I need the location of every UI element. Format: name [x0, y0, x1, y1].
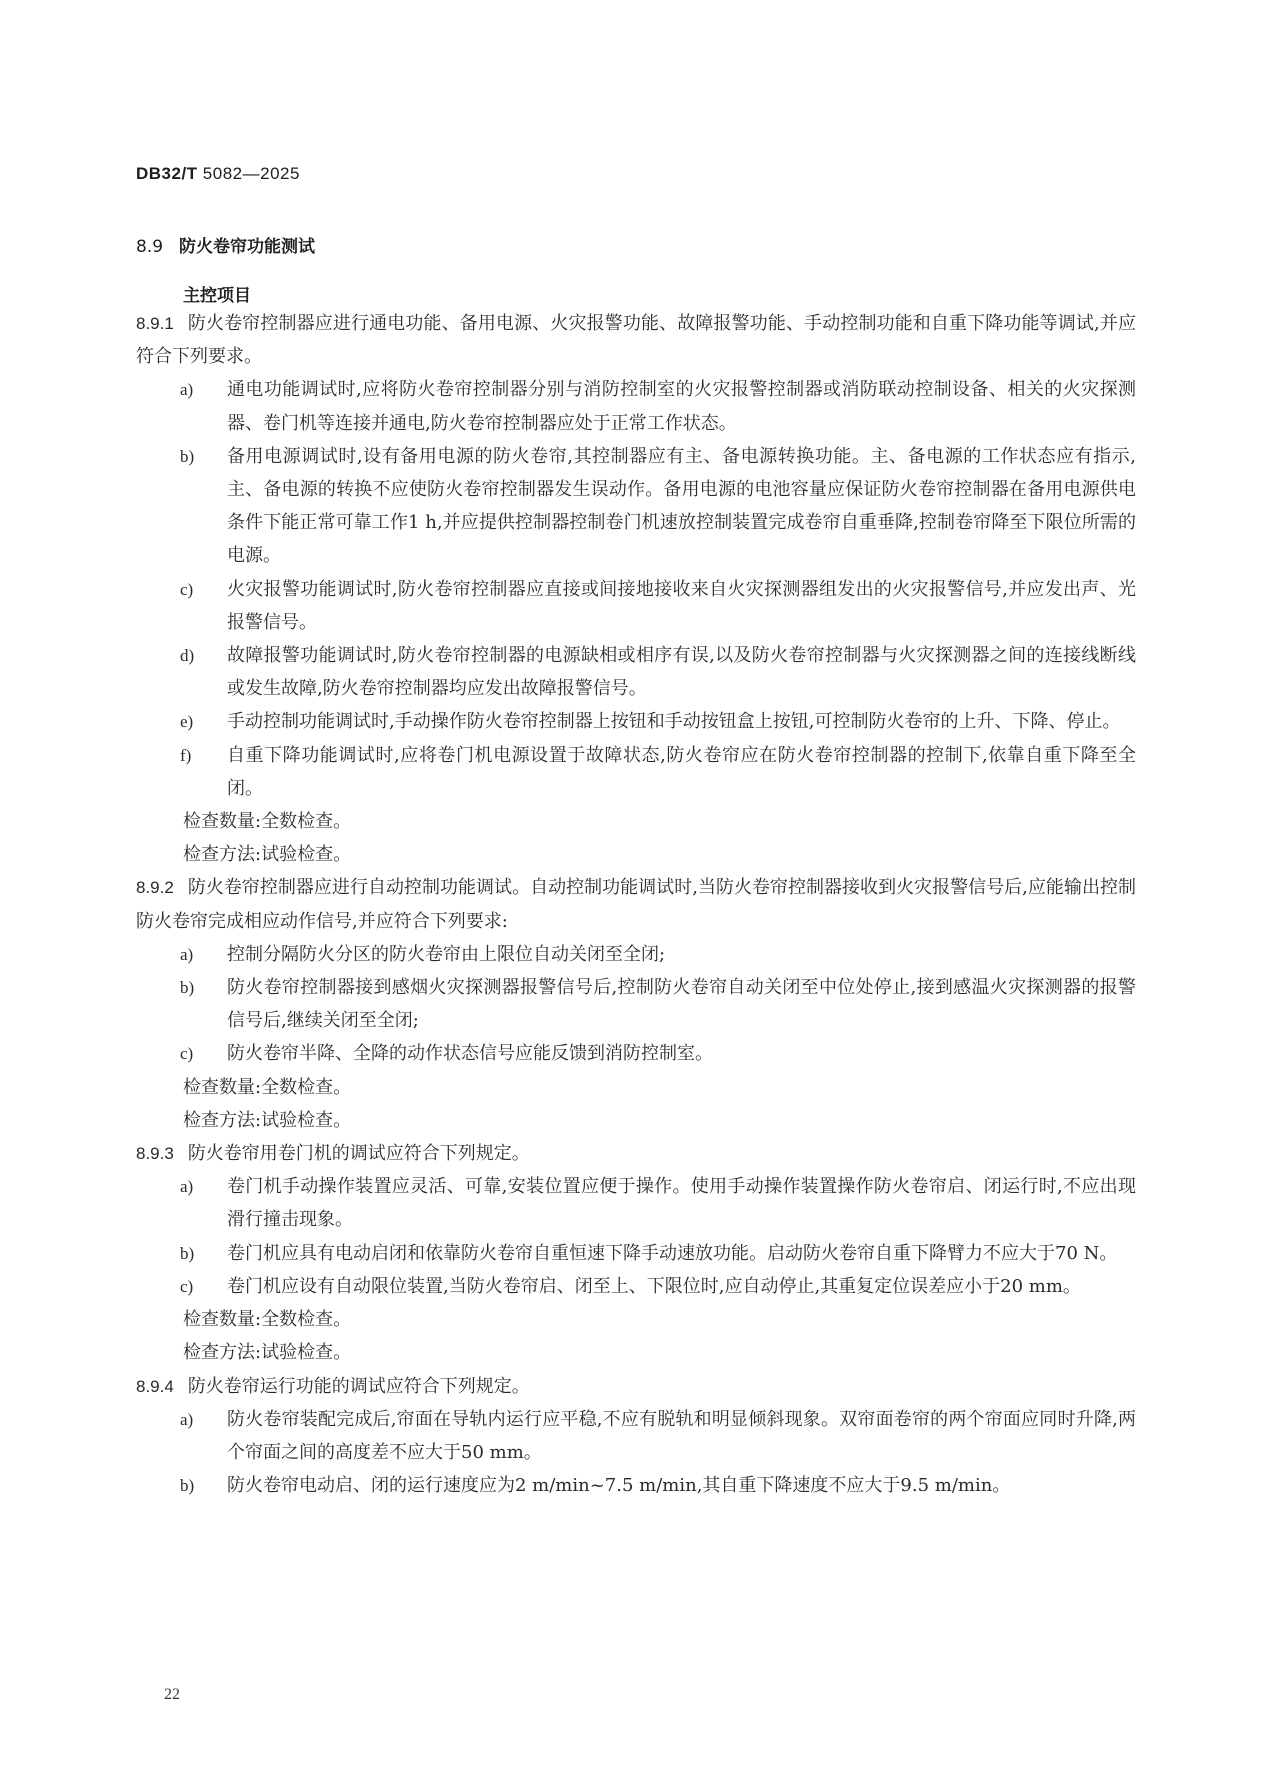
list-item-text: 防火卷帘装配完成后,帘面在导轨内运行应平稳,不应有脱轨和明显倾斜现象。双帘面卷帘的两个帘面应同时升降,两个帘面之间的高度差不应大于50 mm。: [227, 1408, 1136, 1463]
section-title: 防火卷帘功能测试: [179, 237, 316, 257]
list-item: [136, 373, 1136, 439]
list-item-text: 防火卷帘半降、全降的动作状态信号应能反馈到消防控制室。: [227, 1043, 713, 1065]
list-marker: a): [180, 1409, 194, 1429]
list-marker: c): [180, 579, 194, 599]
clause-8-9-4: [136, 1370, 1136, 1403]
list-item: [136, 938, 1136, 971]
list-item-text: 自重下降功能调试时,应将卷门机电源设置于故障状态,防火卷帘应在防火卷帘控制器的控制下,依靠自重下降至全闭。: [227, 744, 1136, 799]
list-marker: b): [180, 1476, 195, 1496]
list-marker: b): [180, 978, 195, 998]
check-method: 检查方法:试验检查。: [183, 844, 352, 866]
section-number: 8.9: [136, 237, 164, 257]
list-item: [136, 971, 1136, 1037]
list-item-text: 防火卷帘电动启、闭的运行速度应为2 m/min~7.5 m/min,其自重下降速度不应大于9.5 m/min。: [227, 1475, 1011, 1497]
list-marker: a): [180, 1177, 194, 1197]
check-quantity: 检查数量:全数检查。: [183, 811, 352, 833]
clause-number: 8.9.4: [136, 1376, 174, 1396]
section-heading: [136, 232, 315, 257]
list-item-text: 控制分隔防火分区的防火卷帘由上限位自动关闭至全闭;: [227, 943, 666, 965]
list-item: [136, 1403, 1136, 1469]
list-item: [136, 1469, 1136, 1502]
subheading-main-control: 主控项目: [183, 286, 251, 306]
list-marker: d): [180, 646, 195, 666]
list-marker: a): [180, 380, 194, 400]
list-marker: b): [180, 446, 195, 466]
list-item-text: 火灾报警功能调试时,防火卷帘控制器应直接或间接地接收来自火灾探测器组发出的火灾报警信号,并应发出声、光报警信号。: [227, 578, 1136, 633]
list-item-text: 通电功能调试时,应将防火卷帘控制器分别与消防控制室的火灾报警控制器或消防联动控制设备、相关的火灾探测器、卷门机等连接并通电,防火卷帘控制器应处于正常工作状态。: [227, 379, 1136, 434]
list-marker: e): [180, 712, 194, 732]
clause-number: 8.9.1: [136, 314, 174, 333]
clause-text: 防火卷帘运行功能的调试应符合下列规定。: [187, 1375, 530, 1397]
list-item: [136, 1170, 1136, 1236]
clause-8-9-2: [136, 871, 1136, 937]
page-number: 22: [164, 1686, 180, 1703]
clause-text: 防火卷帘用卷门机的调试应符合下列规定。: [187, 1143, 530, 1165]
list-item: [136, 1037, 1136, 1070]
list-marker: a): [180, 944, 194, 964]
list-item: [136, 1270, 1136, 1303]
list-marker: f): [180, 745, 192, 765]
list-item-text: 卷门机应设有自动限位装置,当防火卷帘启、闭至上、下限位时,应自动停止,其重复定位误差应小于20 mm。: [227, 1275, 1081, 1297]
standard-code-prefix: DB32/T: [136, 164, 198, 183]
list-item: [136, 440, 1136, 573]
clause-8-9-1: [136, 307, 1136, 373]
list-marker: c): [180, 1276, 194, 1296]
check-quantity: 检查数量:全数检查。: [183, 1076, 352, 1098]
list-marker: c): [180, 1044, 194, 1064]
clause-8-9-3: [136, 1137, 1136, 1170]
list-marker: b): [180, 1243, 195, 1263]
list-item-text: 卷门机应具有电动启闭和依靠防火卷帘自重恒速下降手动速放功能。启动防火卷帘自重下降臂力不应大于70 N。: [227, 1242, 1118, 1264]
clause-number: 8.9.2: [136, 878, 174, 898]
list-item-text: 备用电源调试时,设有备用电源的防火卷帘,其控制器应有主、备电源转换功能。主、备电源的工作状态应有指示,主、备电源的转换不应使防火卷帘控制器发生误动作。备用电源的电池容量应保证防火卷帘控制器在备用电源供电条件下能正常可靠工作1 h,并应提供控制器控制卷门机速放控制装置完成卷帘自重垂降,控制卷帘降至下限位所需的电源。: [227, 445, 1136, 567]
clause-number: 8.9.3: [136, 1144, 174, 1164]
list-item: [136, 1237, 1136, 1270]
list-item: [136, 739, 1136, 805]
standard-code: [136, 164, 300, 184]
list-item: [136, 639, 1136, 705]
check-method: 检查方法:试验检查。: [183, 1109, 352, 1131]
list-item-text: 防火卷帘控制器接到感烟火灾探测器报警信号后,控制防火卷帘自动关闭至中位处停止,接到感温火灾探测器的报警信号后,继续关闭至全闭;: [227, 977, 1136, 1032]
check-quantity: 检查数量:全数检查。: [183, 1309, 352, 1331]
list-item-text: 手动控制功能调试时,手动操作防火卷帘控制器上按钮和手动按钮盒上按钮,可控制防火卷帘的上升、下降、停止。: [227, 711, 1121, 733]
list-item: [136, 573, 1136, 639]
clause-text: 防火卷帘控制器应进行自动控制功能调试。自动控制功能调试时,当防火卷帘控制器接收到火灾报警信号后,应能输出控制防火卷帘完成相应动作信号,并应符合下列要求:: [136, 877, 1136, 932]
list-item-text: 卷门机手动操作装置应灵活、可靠,安装位置应便于操作。使用手动操作装置操作防火卷帘启、闭运行时,不应出现滑行撞击现象。: [227, 1176, 1136, 1231]
clause-text: 防火卷帘控制器应进行通电功能、备用电源、火灾报警功能、故障报警功能、手动控制功能和自重下降功能等调试,并应符合下列要求。: [136, 313, 1136, 368]
standard-code-number: 5082—2025: [197, 164, 300, 183]
document-body: [136, 307, 1136, 1502]
list-item: [136, 705, 1136, 738]
check-method: 检查方法:试验检查。: [183, 1342, 352, 1364]
list-item-text: 故障报警功能调试时,防火卷帘控制器的电源缺相或相序有误,以及防火卷帘控制器与火灾探测器之间的连接线断线或发生故障,防火卷帘控制器均应发出故障报警信号。: [227, 645, 1136, 700]
